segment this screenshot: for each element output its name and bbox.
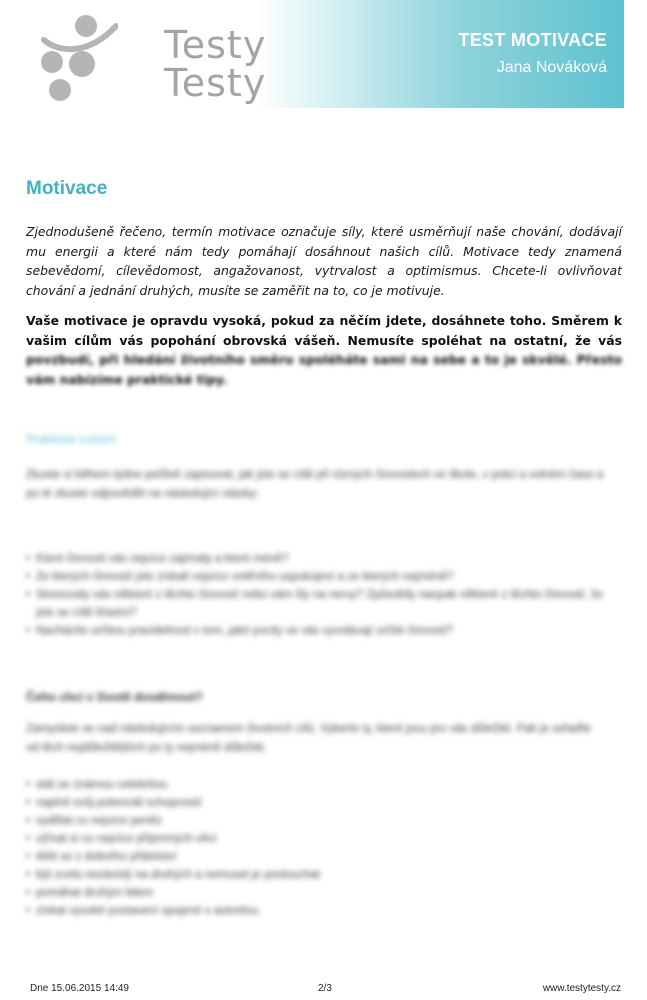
result-paragraph — [26, 311, 622, 389]
section-title: Motivace — [26, 178, 108, 199]
list-item: • naplnit svůj potenciál schopností — [26, 794, 616, 812]
questions-list — [26, 550, 616, 640]
list-item: • získat vysoké postavení spojené s autoritou — [26, 902, 616, 920]
intro-paragraph: Zjednodušeně řečeno, termín motivace označuje síly, které usměrňují naše chování, dodávají mu energii a které nám tedy pomáhají dosáhnout našich cílů. Motivace tedy znamená sebevědomí, cílevědomost, angažovanost, vytrvalost a optimismus. Chcete-li ovlivňovat chování a jednání druhých, musíte se zaměřit na to, co je motivuje. — [26, 224, 622, 298]
page-number: 2/3 — [318, 983, 332, 994]
result-text-blurred: povzbudí, při hledání životního směru spoléháte sami na sebe a to je skvělé. Přesto vám nabízíme praktické tipy. — [26, 352, 622, 387]
people-logo-icon — [38, 14, 118, 104]
practical-heading: Praktická cvičení — [26, 432, 117, 446]
list-item: • Stresovaly vás některé z těchto činností nebo vám šly na nervy? Způsobily naopak některé z těchto činností, že jste se cítili šťastní? — [26, 586, 616, 622]
list-item: • Ze kterých činností jste získali nejvíce vnitřního uspokojení a ze kterých nejméně? — [26, 568, 616, 586]
list-item: • těšit se z dobrého přátelství — [26, 848, 616, 866]
page-header — [0, 0, 647, 108]
goals-paragraph: Zamyslete se nad následujícím seznamem životních cílů. Vyberte ty, které jsou pro vás důležité. Pak je seřaďte od těch nejdůležitějších po ty nejméně důležité. — [26, 723, 592, 754]
goals-list — [26, 776, 616, 920]
footer-url: www.testytesty.cz — [542, 983, 621, 994]
person-name: Jana Nováková — [496, 59, 607, 76]
list-item: • vydělat co nejvíce peněz — [26, 812, 616, 830]
logo-text-line1: Testy — [164, 23, 267, 67]
result-text: Vaše motivace je opravdu vysoká, pokud za něčím jdete, dosáhnete toho. Směrem k vašim cílům vás popohání obrovská vášeň. Nemusíte spoléhat na ostatní, že vás — [26, 313, 622, 348]
list-item: • stát se známou celebritou — [26, 776, 616, 794]
footer-date: Dne 15.06.2015 14:49 — [30, 983, 129, 994]
goals-heading: Čeho chci v životě dosáhnout? — [26, 690, 203, 704]
header-band — [258, 0, 624, 108]
list-item: • Nacházíte určitou pravidelnost v tom, jaké pocity ve vás vyvolávají určité činnosti? — [26, 622, 616, 640]
list-item: • pomáhat druhým lidem — [26, 884, 616, 902]
logo-text-line2: Testy — [164, 61, 267, 105]
practical-paragraph: Zkuste si během týdne pečlivě zapisovat, jak jste se cítili při různých činnostech ve škole, v práci a volném čase a po té zkuste odpovědět na následující otázky: — [26, 469, 604, 500]
list-item: • Které činnosti vás nejvíce zajímaly a které méně? — [26, 550, 616, 568]
list-item: • užívat si co nejvíce příjemných věcí — [26, 830, 616, 848]
logo — [38, 14, 267, 105]
page-footer — [0, 983, 647, 997]
report-title: TEST MOTIVACE — [458, 30, 607, 50]
list-item: • být zcela nezávislý na druhých a nemuset je poslouchat — [26, 866, 616, 884]
